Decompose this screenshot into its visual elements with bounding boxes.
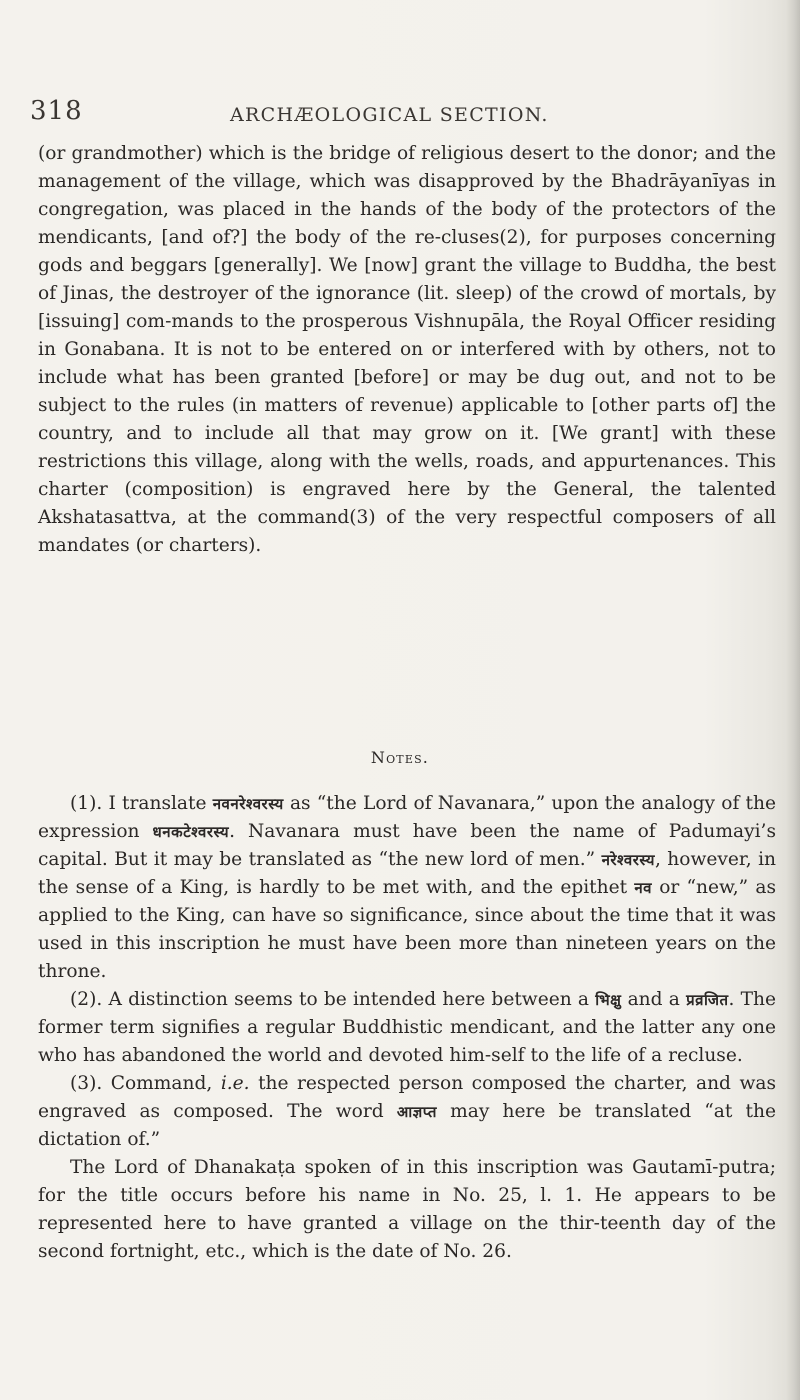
note-2-devanagari-2: प्रव्रजित — [686, 991, 729, 1009]
note-1-text-d: , however, in the sense of a King, is hardly to be met with, and the epithet — [38, 849, 776, 898]
page-number: 318 — [30, 96, 83, 126]
note-1-devanagari-2: धनकटेश्वरस्य — [152, 823, 230, 841]
note-2-devanagari-1: भिक्षु — [595, 991, 622, 1009]
page-edge-shadow — [786, 0, 800, 1400]
note-1-text-a: (1). I translate — [70, 793, 213, 814]
note-1-text-c: . Navanara must have been the name of Padumayi’s capital. But it may be translated as “the new lord of men.” — [38, 821, 776, 870]
note-2-text-c: . The former term signifies a regular Buddhistic mendicant, and the latter any one who has abandoned the world and devoted him-self to the life of a recluse. — [38, 989, 777, 1066]
running-title: ARCHÆOLOGICAL SECTION. — [230, 104, 549, 126]
notes-heading: Notes. — [370, 748, 430, 767]
note-3-ie: i.e. — [220, 1073, 250, 1094]
note-3-text-a: (3). Command, — [70, 1073, 221, 1094]
note-1-text-e: or “new,” as applied to the King, can have so significance, since about the time that it was used in this inscription he must have been more than nineteen years on the throne. — [38, 877, 776, 982]
note-1-devanagari-1: नवनरेश्वरस्य — [212, 795, 284, 813]
note-2 — [38, 986, 776, 1070]
notes-section — [38, 790, 776, 1266]
note-3-text-b: the respected person composed the charter, and was engraved as composed. The word — [38, 1073, 776, 1122]
note-1-devanagari-4: नव — [634, 879, 652, 897]
note-2-text-b: and a — [621, 989, 687, 1010]
note-1 — [38, 790, 776, 986]
note-3-devanagari-1: आज्ञप्त — [396, 1103, 437, 1121]
note-4: The Lord of Dhanakaṭa spoken of in this inscription was Gautamī-putra; for the title occurs before his name in No. 25, l. 1. He appears to be represented here to have granted a village on the thir-teenth day of the second fortnight, etc., which is the date of No. 26. — [38, 1157, 776, 1262]
note-2-text-a: (2). A distinction seems to be intended here between a — [70, 989, 596, 1010]
main-text — [38, 140, 776, 560]
note-3 — [38, 1070, 776, 1154]
note-1-text-b: as “the Lord of Navanara,” upon the analogy of the expression — [38, 793, 776, 842]
note-1-devanagari-3: नरेश्वरस्य — [601, 851, 655, 869]
note-3-text-c: may here be translated “at the dictation of.” — [38, 1101, 776, 1150]
main-paragraph: (or grandmother) which is the bridge of religious desert to the donor; and the management of the village, which was disapproved by the Bhadrāyanīyas in congregation, was placed in the hands of the body of the protectors of the mendicants, [and of?] the body of the re-cluses(2), for purposes concerning gods and beggars [generally]. We [now] grant the village to Buddha, the best of Jinas, the destroyer of the ignorance (lit. sleep) of the crowd of mortals, by [issuing] com-mands to the prosperous Vishnupāla, the Royal Officer residing in Gonabana. It is not to be entered on or interfered with by others, not to include what has been granted [before] or may be dug out, and not to be subject to the rules (in matters of revenue) applicable to [other parts of] the country, and to include all that may grow on it. [We grant] with these restrictions this village, along with the wells, roads, and appurtenances. This charter (composition) is engraved here by the General, the talented Akshatasattva, at the command(3) of the very respectful composers of all mandates (or charters). — [38, 143, 776, 556]
